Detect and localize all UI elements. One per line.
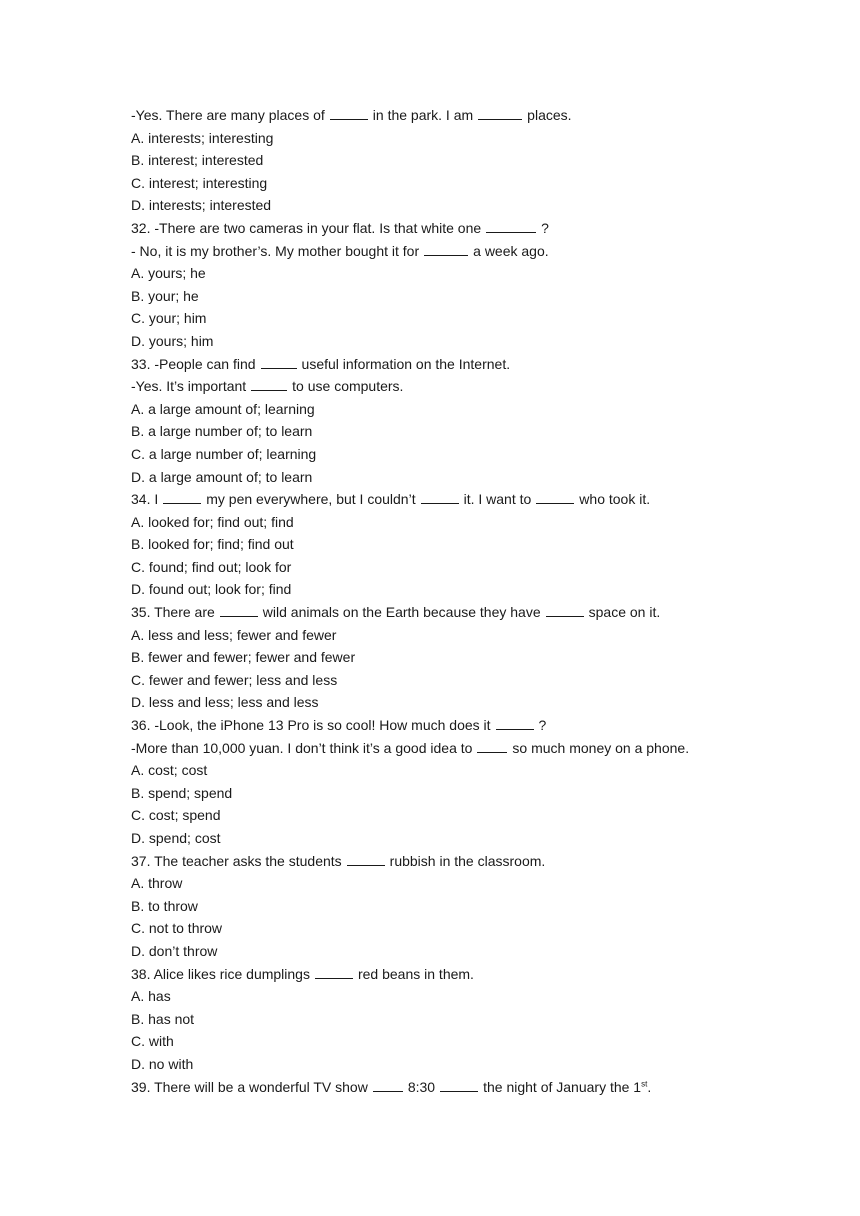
line-text: B. spend; spend: [131, 784, 233, 801]
answer-blank: [220, 602, 258, 617]
answer-blank: [478, 105, 522, 120]
document-line: [131, 963, 771, 986]
answer-blank: [424, 241, 468, 256]
line-text: A. has: [131, 988, 171, 1005]
line-text: 39. There will be a wonderful TV show: [131, 1078, 368, 1095]
line-text: places.: [527, 107, 572, 123]
document-line: [131, 511, 771, 534]
line-text: a week ago.: [473, 242, 549, 259]
line-text: my pen everywhere, but I couldn’t: [206, 491, 416, 508]
line-text: red beans in them.: [357, 965, 474, 982]
line-text: D. spend; cost: [131, 830, 221, 846]
line-text: -Yes. It’s important: [131, 378, 247, 395]
document-page: [131, 104, 771, 1098]
line-text: B. fewer and fewer; fewer and fewer: [131, 649, 356, 666]
line-text: so much money on a phone.: [512, 739, 690, 756]
document-line: [131, 217, 771, 240]
line-text: 33. -People can find: [131, 355, 256, 372]
document-line: [131, 420, 771, 443]
document-line: [131, 985, 771, 1008]
document-line: [131, 1053, 771, 1076]
line-text: space on it.: [588, 604, 661, 621]
document-line: [131, 398, 771, 421]
document-line: [131, 1076, 771, 1099]
line-text: B. interest; interested: [131, 152, 264, 169]
line-text: C. fewer and fewer; less and less: [131, 671, 338, 688]
answer-blank: [163, 489, 201, 504]
document-line: [131, 307, 771, 330]
line-text: D. interests; interested: [131, 197, 272, 214]
line-text: C. found; find out; look for: [131, 558, 292, 575]
document-line: [131, 714, 771, 737]
line-text: C. cost; spend: [131, 807, 221, 824]
line-text: it. I want to: [463, 491, 532, 508]
document-line: [131, 285, 771, 308]
document-line: [131, 737, 771, 760]
answer-blank: [546, 602, 584, 617]
answer-blank: [440, 1077, 478, 1092]
document-line: [131, 578, 771, 601]
line-text: A. throw: [131, 875, 183, 892]
line-text: C. your; him: [131, 310, 207, 327]
document-line: [131, 895, 771, 918]
document-line: [131, 782, 771, 805]
line-text: A. yours; he: [131, 265, 206, 282]
line-text: C. with: [131, 1033, 174, 1050]
line-text: B. looked for; find; find out: [131, 536, 294, 553]
line-text: 38. Alice likes rice dumplings: [131, 965, 310, 982]
line-text: 35. There are: [131, 604, 215, 621]
line-text: B. to throw: [131, 897, 198, 914]
line-text: A. a large amount of; learning: [131, 400, 315, 417]
document-line: [131, 827, 771, 850]
line-text: the night of January the 1: [483, 1078, 642, 1095]
answer-blank: [347, 851, 385, 866]
line-text: 37. The teacher asks the students: [131, 852, 342, 869]
document-line: [131, 149, 771, 172]
answer-blank: [373, 1077, 403, 1092]
document-line: [131, 601, 771, 624]
document-line: [131, 375, 771, 398]
document-line: [131, 691, 771, 714]
line-text: in the park. I am: [372, 107, 474, 123]
document-line: [131, 556, 771, 579]
line-text: B. a large number of; to learn: [131, 423, 313, 440]
line-text: D. yours; him: [131, 332, 214, 349]
answer-blank: [477, 738, 507, 753]
line-text: A. interests; interesting: [131, 129, 274, 146]
document-line: [131, 917, 771, 940]
line-text: B. has not: [131, 1010, 195, 1027]
document-line: [131, 488, 771, 511]
document-line: [131, 466, 771, 489]
line-text: A. cost; cost: [131, 762, 208, 779]
line-text: useful information on the Internet.: [301, 355, 511, 372]
document-line: [131, 533, 771, 556]
answer-blank: [536, 489, 574, 504]
line-text: to use computers.: [292, 378, 404, 395]
line-text: C. a large number of; learning: [131, 445, 317, 462]
document-line: [131, 872, 771, 895]
line-text: C. interest; interesting: [131, 174, 268, 191]
line-text: A. looked for; find out; find: [131, 513, 294, 530]
document-line: [131, 624, 771, 647]
line-text: rubbish in the classroom.: [389, 852, 546, 869]
document-line: [131, 104, 771, 127]
document-line: [131, 850, 771, 873]
document-line: [131, 353, 771, 376]
line-text: A. less and less; fewer and fewer: [131, 626, 337, 643]
document-line: [131, 240, 771, 263]
line-text: -Yes. There are many places of: [131, 107, 325, 123]
line-text: D. less and less; less and less: [131, 694, 319, 711]
line-text: .: [647, 1078, 652, 1095]
line-text: -More than 10,000 yuan. I don’t think it’s a good idea to: [131, 739, 473, 756]
document-line: [131, 1008, 771, 1031]
document-line: [131, 804, 771, 827]
line-text: C. not to throw: [131, 920, 223, 937]
answer-blank: [261, 354, 297, 369]
document-line: [131, 172, 771, 195]
line-text: who took it.: [579, 491, 651, 508]
document-line: [131, 262, 771, 285]
document-line: [131, 646, 771, 669]
document-line: [131, 1030, 771, 1053]
document-line: [131, 443, 771, 466]
line-text: B. your; he: [131, 287, 199, 304]
document-line: [131, 127, 771, 150]
answer-blank: [251, 376, 287, 391]
line-text: D. a large amount of; to learn: [131, 468, 313, 485]
line-text: 36. -Look, the iPhone 13 Pro is so cool! How much does it: [131, 717, 491, 734]
answer-blank: [315, 964, 353, 979]
line-text: 32. -There are two cameras in your flat. Is that white one: [131, 219, 482, 236]
line-text: - No, it is my brother’s. My mother bought it for: [131, 242, 420, 259]
answer-blank: [496, 715, 534, 730]
answer-blank: [421, 489, 459, 504]
ordinal-suffix: st: [641, 1078, 648, 1088]
line-text: 8:30: [407, 1078, 436, 1095]
document-line: [131, 330, 771, 353]
answer-blank: [486, 218, 536, 233]
line-text: 34. I: [131, 491, 159, 508]
document-line: [131, 759, 771, 782]
line-text: wild animals on the Earth because they have: [262, 604, 541, 621]
document-line: [131, 940, 771, 963]
document-line: [131, 194, 771, 217]
document-line: [131, 669, 771, 692]
answer-blank: [330, 105, 368, 120]
line-text: ?: [538, 717, 547, 734]
line-text: D. no with: [131, 1055, 194, 1072]
line-text: D. don’t throw: [131, 942, 218, 959]
line-text: ?: [541, 219, 549, 236]
line-text: D. found out; look for; find: [131, 581, 292, 598]
